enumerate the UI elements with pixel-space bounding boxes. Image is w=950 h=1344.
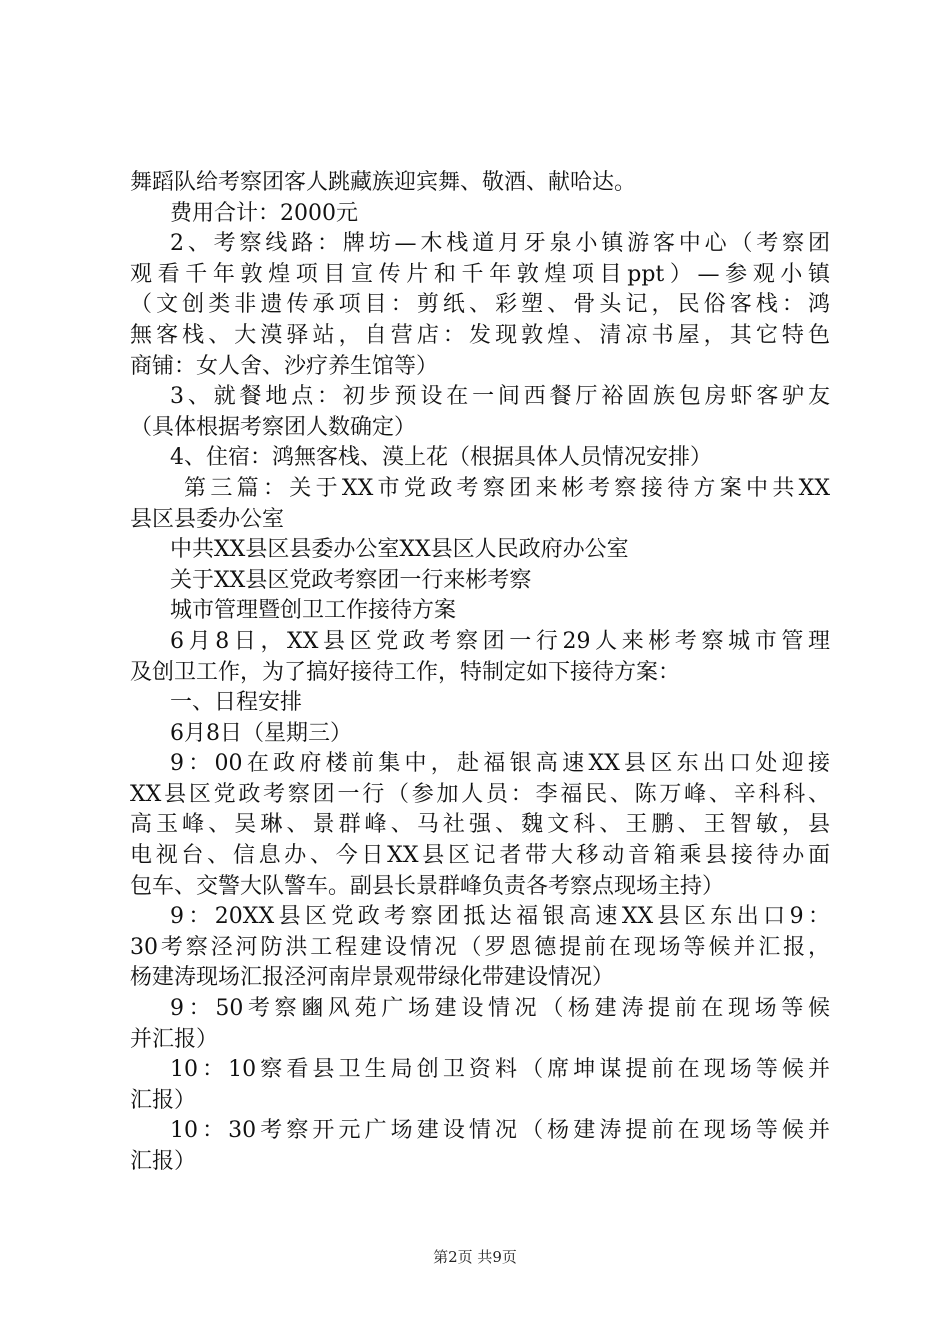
text-line: 4、住宿：鸿無客栈、漠上花（根据具体人员情况安排）	[170, 445, 712, 471]
text-line: XX县区党政考察团一行（参加人员：李福民、陈万峰、辛科科、	[130, 781, 830, 807]
text-line: 商铺：女人舍、沙疗养生馆等）	[130, 353, 439, 379]
text-line: 一、日程安排	[170, 690, 303, 716]
text-line: （具体根据考察团人数确定）	[130, 414, 417, 440]
document-body	[130, 168, 830, 1178]
text-line: 杨建涛现场汇报泾河南岸景观带绿化带建设情况）	[130, 965, 615, 991]
text-line: 10：30考察开元广场建设情况（杨建涛提前在现场等候并	[170, 1118, 830, 1144]
text-line: 关于XX县区党政考察团一行来彬考察	[170, 567, 532, 593]
text-line: 舞蹈队给考察团客人跳藏族迎宾舞、敬酒、献哈达。	[130, 170, 637, 195]
text-line: 6月8日（星期三）	[170, 720, 352, 746]
text-line: 10：10察看县卫生局创卫资料（席坤谋提前在现场等候并	[170, 1057, 830, 1083]
text-line: 6月8日，XX县区党政考察团一行29人来彬考察城市管理	[170, 628, 830, 654]
text-line: 2、考察线路：牌坊—木栈道月牙泉小镇游客中心（考察团	[170, 231, 830, 257]
text-line: 包车、交警大队警车。副县长景群峰负责各考察点现场主持）	[130, 873, 725, 899]
text-line: 汇报）	[130, 1149, 197, 1174]
text-line: 县区县委办公室	[130, 506, 285, 532]
text-line: 3、就餐地点：初步预设在一间西餐厅裕固族包房虾客驴友	[170, 384, 830, 410]
text-line: 并汇报）	[130, 1026, 219, 1052]
text-line: 及创卫工作，为了搞好接待工作，特制定如下接待方案：	[130, 659, 681, 685]
text-line: 高玉峰、吴琳、景群峰、马社强、魏文科、王鹏、王智敏，县	[130, 812, 830, 838]
text-line: 费用合计：2000元	[170, 200, 358, 226]
text-line: 9：50考察豳风苑广场建设情况（杨建涛提前在现场等候	[170, 996, 830, 1022]
text-line: 汇报）	[130, 1087, 197, 1113]
page-number-footer: 第2页 共9页	[433, 1248, 517, 1266]
text-line: 观看千年敦煌项目宣传片和千年敦煌项目ppt）—参观小镇	[130, 261, 830, 287]
text-line: 9：00在政府楼前集中，赴福银高速XX县区东出口处迎接	[170, 751, 830, 777]
text-line: 电视台、信息办、今日XX县区记者带大移动音箱乘县接待办面	[130, 843, 830, 869]
text-line: 30考察泾河防洪工程建设情况（罗恩德提前在现场等候并汇报，	[130, 934, 830, 960]
text-line: 9：20XX县区党政考察团抵达福银高速XX县区东出口9：	[170, 904, 830, 930]
text-line: 無客栈、大漠驿站，自营店：发现敦煌、清凉书屋，其它特色	[130, 322, 830, 348]
text-line: 第三篇：关于XX市党政考察团来彬考察接待方案中共XX	[184, 475, 830, 501]
text-line: 中共XX县区县委办公室XX县区人民政府办公室	[170, 537, 629, 563]
text-line: （文创类非遗传承项目：剪纸、彩塑、骨头记，民俗客栈：鸿	[130, 292, 830, 318]
text-line: 城市管理暨创卫工作接待方案	[170, 598, 457, 624]
